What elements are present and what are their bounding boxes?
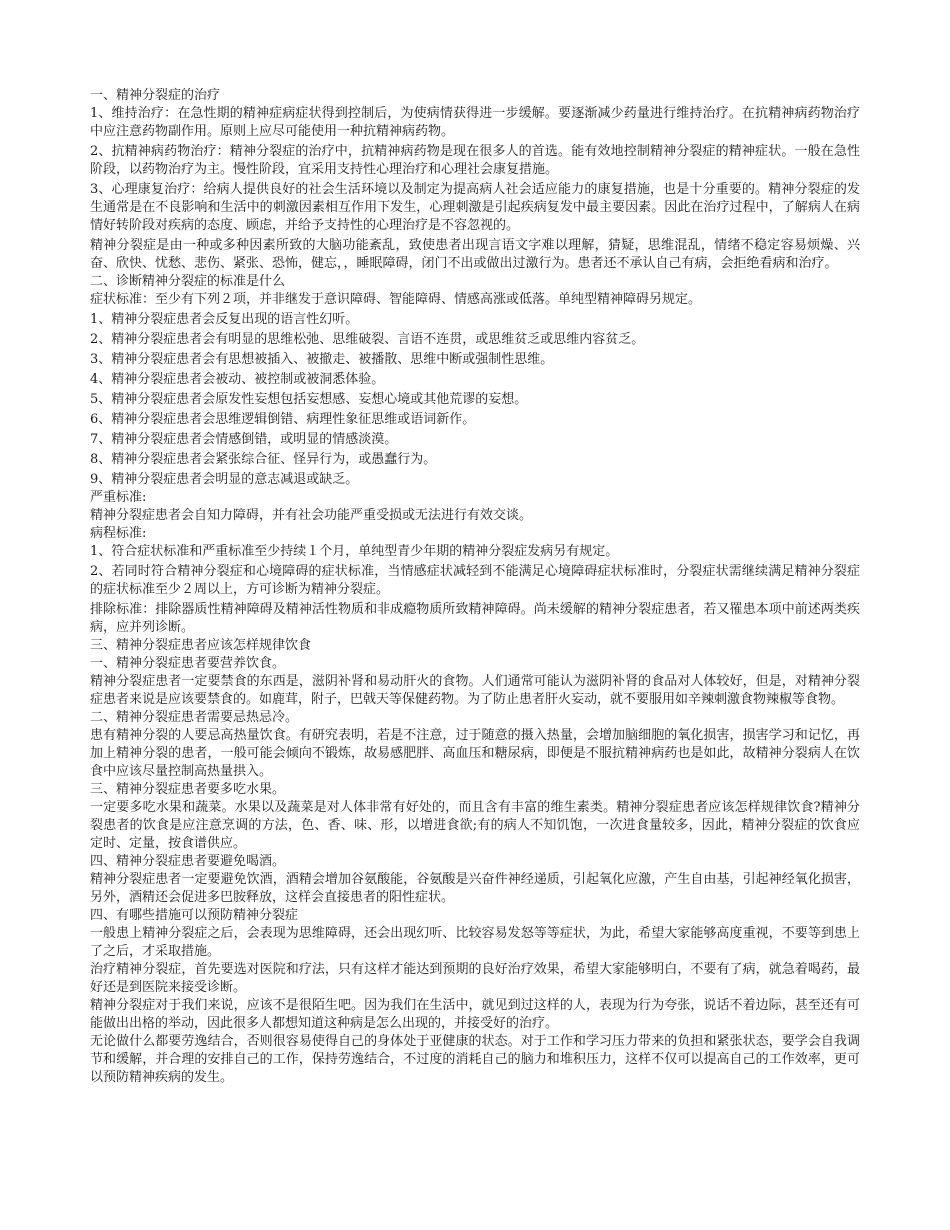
paragraph: 精神分裂症患者一定要避免饮酒，酒精会增加谷氨酸能，谷氨酸是兴奋件神经递质，引起氧化应激，产生自由基，引起神经氧化损害，另外，酒精还会促进多巴胺释放，这样会直接患者的阳性症状。: [90, 872, 860, 905]
paragraph: 1、维持治疗：在急性期的精神症病症状得到控制后，为使病情获得进一步缓解。要逐渐减少药量进行维持治疗。在抗精神病药物治疗中应注意药物副作用。原则上应尽可能使用一种抗精神病药物。: [90, 106, 860, 139]
subheading: 一、精神分裂症患者要营养饮食。: [90, 656, 286, 671]
subheading: 严重标准:: [90, 490, 147, 505]
paragraph: 3、心理康复治疗：给病人提供良好的社会生活环境以及制定为提高病人社会适应能力的康复措施，也是十分重要的。精神分裂症的发生通常是在不良影响和生活中的刺激因素相互作用下发生，心理刺激是引起疾病复发中最主要因素。因此在治疗过程中，了解病人在病情好转阶段对疾病的态度、顾虑，并给予支持性的心理治疗是不容忽视的。: [90, 182, 860, 233]
paragraph: 精神分裂症患者会自知力障碍，并有社会功能严重受损或无法进行有效交谈。: [90, 508, 533, 523]
paragraph: 治疗精神分裂症，首先要选对医院和疗法，只有这样才能达到预期的良好治疗效果，希望大家能够明白，不要有了病，就急着喝药，最好还是到医院来接受诊断。: [90, 962, 860, 995]
list-item: 1、精神分裂症患者会反复出现的语言性幻听。: [90, 312, 359, 327]
list-item: 8、精神分裂症患者会紧张综合征、怪异行为，或愚蠢行为。: [90, 452, 437, 467]
section-heading: 三、精神分裂症患者应该怎样规律饮食: [90, 638, 312, 653]
section-heading: 一、精神分裂症的治疗: [90, 88, 221, 103]
subheading: 病程标准:: [90, 526, 147, 541]
list-item: 5、精神分裂症患者会原发性妄想包括妄想感、妄想心境或其他荒谬的妄想。: [90, 392, 528, 407]
subheading: 二、精神分裂症患者需要忌热忌冷。: [90, 710, 299, 725]
list-item: 7、精神分裂症患者会情感倒错，或明显的情感淡漠。: [90, 432, 398, 447]
section-heading: 二、诊断精神分裂症的标准是什么: [90, 274, 286, 289]
list-item: 2、精神分裂症患者会有明显的思维松弛、思维破裂、言语不连贯，或思维贫乏或思维内容贫乏。: [90, 332, 645, 347]
paragraph: 患有精神分裂的人要忌高热量饮食。有研究表明，若是不注意，过于随意的摄入热量，会增加脑细胞的氧化损害，损害学习和记忆，再加上精神分裂的患者，一般可能会倾向不锻炼，故易感肥胖、高血压和糖尿病，即便是不服抗精神病药也是如此，故精神分裂病人在饮食中应该尽量控制高热量拱入。: [90, 728, 860, 779]
subheading: 四、精神分裂症患者要避免喝酒。: [90, 854, 286, 869]
list-item: 6、精神分裂症患者会思维逻辑倒错、病理性象征思维或语词新作。: [90, 412, 476, 427]
paragraph: 精神分裂症对于我们来说，应该不是很陌生吧。因为我们在生活中，就见到过这样的人，表现为行为夸张，说话不着边际，甚至还有可能做出出格的举动，因此很多人都想知道这种病是怎么出现的，并接受好的治疗。: [90, 998, 860, 1031]
paragraph: 排除标准：排除器质性精神障碍及精神活性物质和非成瘾物质所致精神障碍。尚未缓解的精神分裂症患者，若又罹患本项中前述两类疾病，应并列诊断。: [90, 602, 860, 635]
paragraph: 一定要多吃水果和蔬菜。水果以及蔬菜是对人体非常有好处的，而且含有丰富的维生素类。精神分裂症患者应该怎样规律饮食?精神分裂患者的饮食是应注意烹调的方法，色、香、味、形，以增进食欲;有的病人不知饥饱，一次进食量较多，因此，精神分裂症的饮食应定时、定量，按食谱供应。: [90, 800, 860, 851]
section-heading: 四、有哪些措施可以预防精神分裂症: [90, 908, 299, 923]
list-item: 3、精神分裂症患者会有思想被插入、被撤走、被播散、思维中断或强制性思维。: [90, 352, 554, 367]
paragraph: 一般患上精神分裂症之后，会表现为思维障碍，还会出现幻听、比较容易发怒等等症状，为此，希望大家能够高度重视，不要等到患上了之后，才采取措施。: [90, 926, 860, 959]
paragraph: 精神分裂症患者一定要禁食的东西是，滋阴补肾和易动肝火的食物。人们通常可能认为滋阴补肾的食品对人体较好，但是，对精神分裂症患者来说是应该要禁食的。如鹿茸，附子，巴戟天等保健药物。为了防止患者肝火妄动，就不要服用如辛辣刺激食物辣椒等食物。: [90, 674, 860, 707]
subheading: 三、精神分裂症患者要多吃水果。: [90, 782, 286, 797]
paragraph: 精神分裂症是由一种或多种因素所致的大脑功能紊乱，致使患者出现言语文字难以理解，猜疑，思维混乱，情绪不稳定容易烦燥、兴奋、欣快、忧愁、悲伤、紧张、恐怖，健忘，，睡眠障碍，闭门不出或做出过激行为。患者还不承认自己有病，会拒绝看病和治疗。: [90, 238, 860, 271]
paragraph: 症状标准：至少有下列２项，并非继发于意识障碍、智能障碍、情感高涨或低落。单纯型精神障碍另规定。: [90, 292, 702, 307]
document-body: [90, 87, 860, 1087]
list-item: 4、精神分裂症患者会被动、被控制或被洞悉体验。: [90, 372, 385, 387]
paragraph: 2、抗精神病药物治疗：精神分裂症的治疗中，抗精神病药物是现在很多人的首选。能有效地控制精神分裂症的精神症状。一般在急性阶段，以药物治疗为主。慢性阶段，宜采用支持性心理治疗和心理社会康复措施。: [90, 144, 860, 177]
paragraph: 无论做什么都要劳逸结合，否则很容易使得自己的身体处于亚健康的状态。对于工作和学习压力带来的负担和紧张状态，要学会自我调节和缓解，并合理的安排自己的工作，保持劳逸结合，不过度的消耗自己的脑力和堆积压力，这样不仅可以提高自己的工作效率，更可以预防精神疾病的发生。: [90, 1034, 860, 1085]
list-item: 1、符合症状标准和严重标准至少持续１个月，单纯型青少年期的精神分裂症发病另有规定。: [90, 544, 619, 559]
list-item: 2、若同时符合精神分裂症和心境障碍的症状标准，当情感症状减轻到不能满足心境障碍症状标准时，分裂症状需继续满足精神分裂症的症状标准至少２周以上，方可诊断为精神分裂症。: [90, 564, 860, 597]
list-item: 9、精神分裂症患者会明显的意志减退或缺乏。: [90, 472, 359, 487]
